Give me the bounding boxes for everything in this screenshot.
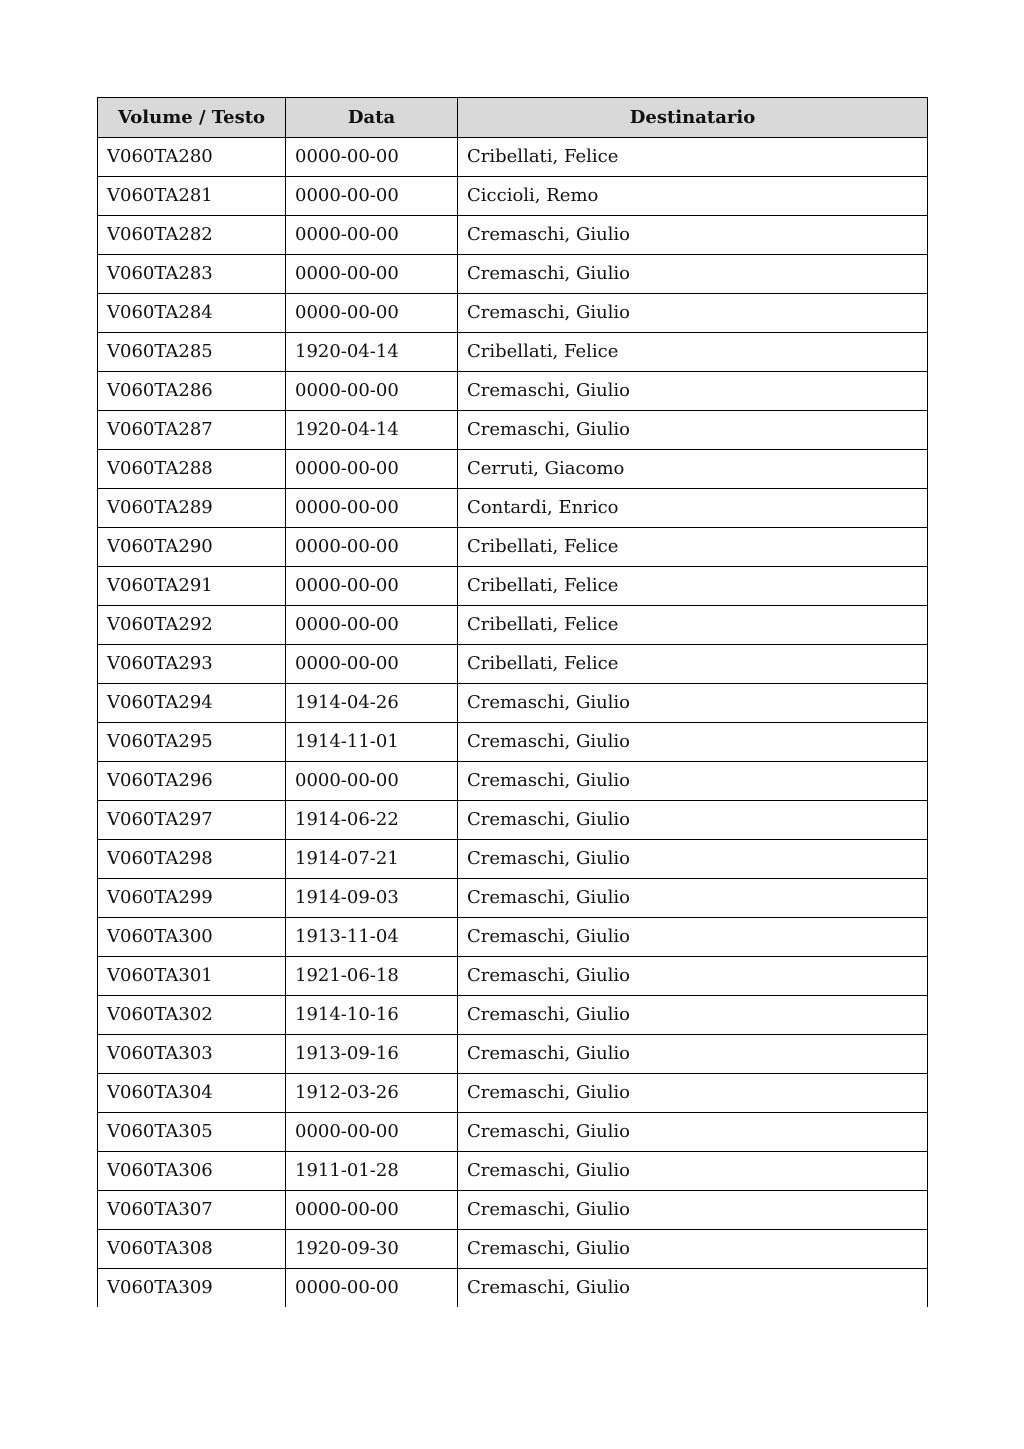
cell-date: 1920-04-14 [286, 333, 458, 372]
cell-volume: V060TA281 [98, 177, 286, 216]
table-row [98, 528, 928, 567]
cell-recipient: Cremaschi, Giulio [458, 723, 928, 762]
cell-volume: V060TA282 [98, 216, 286, 255]
table-row [98, 606, 928, 645]
cell-volume: V060TA301 [98, 957, 286, 996]
table-row [98, 1152, 928, 1191]
cell-volume: V060TA308 [98, 1230, 286, 1269]
cell-recipient: Cremaschi, Giulio [458, 294, 928, 333]
table-row [98, 957, 928, 996]
cell-volume: V060TA286 [98, 372, 286, 411]
table-row [98, 723, 928, 762]
table-body [98, 138, 928, 1308]
table-row [98, 567, 928, 606]
cell-volume: V060TA287 [98, 411, 286, 450]
table-row [98, 1074, 928, 1113]
cell-volume: V060TA297 [98, 801, 286, 840]
cell-volume: V060TA284 [98, 294, 286, 333]
table-row [98, 684, 928, 723]
cell-date: 0000-00-00 [286, 645, 458, 684]
table-row [98, 138, 928, 177]
cell-recipient: Cribellati, Felice [458, 645, 928, 684]
cell-volume: V060TA289 [98, 489, 286, 528]
table-row [98, 489, 928, 528]
cell-recipient: Ciccioli, Remo [458, 177, 928, 216]
cell-date: 1914-11-01 [286, 723, 458, 762]
cell-date: 1913-09-16 [286, 1035, 458, 1074]
cell-recipient: Cribellati, Felice [458, 138, 928, 177]
cell-volume: V060TA302 [98, 996, 286, 1035]
cell-recipient: Cremaschi, Giulio [458, 1152, 928, 1191]
cell-date: 0000-00-00 [286, 1113, 458, 1152]
cell-recipient: Cremaschi, Giulio [458, 684, 928, 723]
cell-recipient: Contardi, Enrico [458, 489, 928, 528]
cell-volume: V060TA306 [98, 1152, 286, 1191]
table-header [98, 98, 928, 138]
cell-volume: V060TA300 [98, 918, 286, 957]
table-row [98, 450, 928, 489]
cell-volume: V060TA290 [98, 528, 286, 567]
table-row [98, 1035, 928, 1074]
cell-date: 1914-04-26 [286, 684, 458, 723]
cell-recipient: Cribellati, Felice [458, 567, 928, 606]
cell-volume: V060TA293 [98, 645, 286, 684]
cell-recipient: Cremaschi, Giulio [458, 918, 928, 957]
cell-recipient: Cremaschi, Giulio [458, 216, 928, 255]
table-row [98, 216, 928, 255]
cell-date: 1920-09-30 [286, 1230, 458, 1269]
header-recipient: Destinatario [458, 98, 928, 138]
cell-recipient: Cremaschi, Giulio [458, 762, 928, 801]
table-row [98, 372, 928, 411]
cell-date: 0000-00-00 [286, 762, 458, 801]
cell-date: 1914-06-22 [286, 801, 458, 840]
table-row [98, 1269, 928, 1308]
cell-volume: V060TA304 [98, 1074, 286, 1113]
cell-volume: V060TA288 [98, 450, 286, 489]
cell-recipient: Cremaschi, Giulio [458, 1269, 928, 1308]
cell-volume: V060TA298 [98, 840, 286, 879]
cell-recipient: Cremaschi, Giulio [458, 957, 928, 996]
cell-recipient: Cremaschi, Giulio [458, 1191, 928, 1230]
cell-date: 0000-00-00 [286, 606, 458, 645]
cell-date: 0000-00-00 [286, 372, 458, 411]
cell-volume: V060TA294 [98, 684, 286, 723]
cell-recipient: Cremaschi, Giulio [458, 840, 928, 879]
letters-table [97, 97, 928, 1307]
table-row [98, 996, 928, 1035]
cell-volume: V060TA296 [98, 762, 286, 801]
cell-date: 0000-00-00 [286, 216, 458, 255]
cell-date: 0000-00-00 [286, 489, 458, 528]
cell-date: 0000-00-00 [286, 567, 458, 606]
cell-volume: V060TA295 [98, 723, 286, 762]
cell-date: 0000-00-00 [286, 1191, 458, 1230]
cell-volume: V060TA299 [98, 879, 286, 918]
cell-recipient: Cremaschi, Giulio [458, 1230, 928, 1269]
table-row [98, 177, 928, 216]
cell-volume: V060TA307 [98, 1191, 286, 1230]
table-row [98, 1191, 928, 1230]
cell-recipient: Cremaschi, Giulio [458, 879, 928, 918]
cell-date: 1921-06-18 [286, 957, 458, 996]
cell-date: 1914-09-03 [286, 879, 458, 918]
table-row [98, 918, 928, 957]
cell-recipient: Cremaschi, Giulio [458, 1113, 928, 1152]
cell-volume: V060TA292 [98, 606, 286, 645]
cell-volume: V060TA303 [98, 1035, 286, 1074]
table-row [98, 411, 928, 450]
cell-recipient: Cremaschi, Giulio [458, 1074, 928, 1113]
header-row [98, 98, 928, 138]
cell-date: 1912-03-26 [286, 1074, 458, 1113]
cell-date: 0000-00-00 [286, 177, 458, 216]
table-row [98, 801, 928, 840]
cell-recipient: Cerruti, Giacomo [458, 450, 928, 489]
cell-date: 0000-00-00 [286, 138, 458, 177]
cell-recipient: Cremaschi, Giulio [458, 1035, 928, 1074]
cell-volume: V060TA280 [98, 138, 286, 177]
table-row [98, 255, 928, 294]
cell-date: 0000-00-00 [286, 450, 458, 489]
cell-date: 1920-04-14 [286, 411, 458, 450]
cell-date: 1911-01-28 [286, 1152, 458, 1191]
cell-date: 1914-07-21 [286, 840, 458, 879]
cell-recipient: Cremaschi, Giulio [458, 996, 928, 1035]
header-date: Data [286, 98, 458, 138]
cell-recipient: Cribellati, Felice [458, 333, 928, 372]
cell-recipient: Cremaschi, Giulio [458, 411, 928, 450]
cell-volume: V060TA285 [98, 333, 286, 372]
cell-date: 0000-00-00 [286, 528, 458, 567]
table-row [98, 294, 928, 333]
cell-date: 0000-00-00 [286, 1269, 458, 1308]
table-row [98, 1113, 928, 1152]
cell-volume: V060TA305 [98, 1113, 286, 1152]
header-volume: Volume / Testo [98, 98, 286, 138]
cell-date: 1913-11-04 [286, 918, 458, 957]
cell-volume: V060TA283 [98, 255, 286, 294]
cell-date: 1914-10-16 [286, 996, 458, 1035]
cell-date: 0000-00-00 [286, 255, 458, 294]
cell-recipient: Cremaschi, Giulio [458, 372, 928, 411]
cell-volume: V060TA309 [98, 1269, 286, 1308]
table-row [98, 645, 928, 684]
table-row [98, 333, 928, 372]
cell-recipient: Cremaschi, Giulio [458, 255, 928, 294]
table-row [98, 1230, 928, 1269]
table-row [98, 840, 928, 879]
cell-recipient: Cribellati, Felice [458, 528, 928, 567]
cell-recipient: Cremaschi, Giulio [458, 801, 928, 840]
table-row [98, 879, 928, 918]
cell-recipient: Cribellati, Felice [458, 606, 928, 645]
table-row [98, 762, 928, 801]
cell-date: 0000-00-00 [286, 294, 458, 333]
cell-volume: V060TA291 [98, 567, 286, 606]
